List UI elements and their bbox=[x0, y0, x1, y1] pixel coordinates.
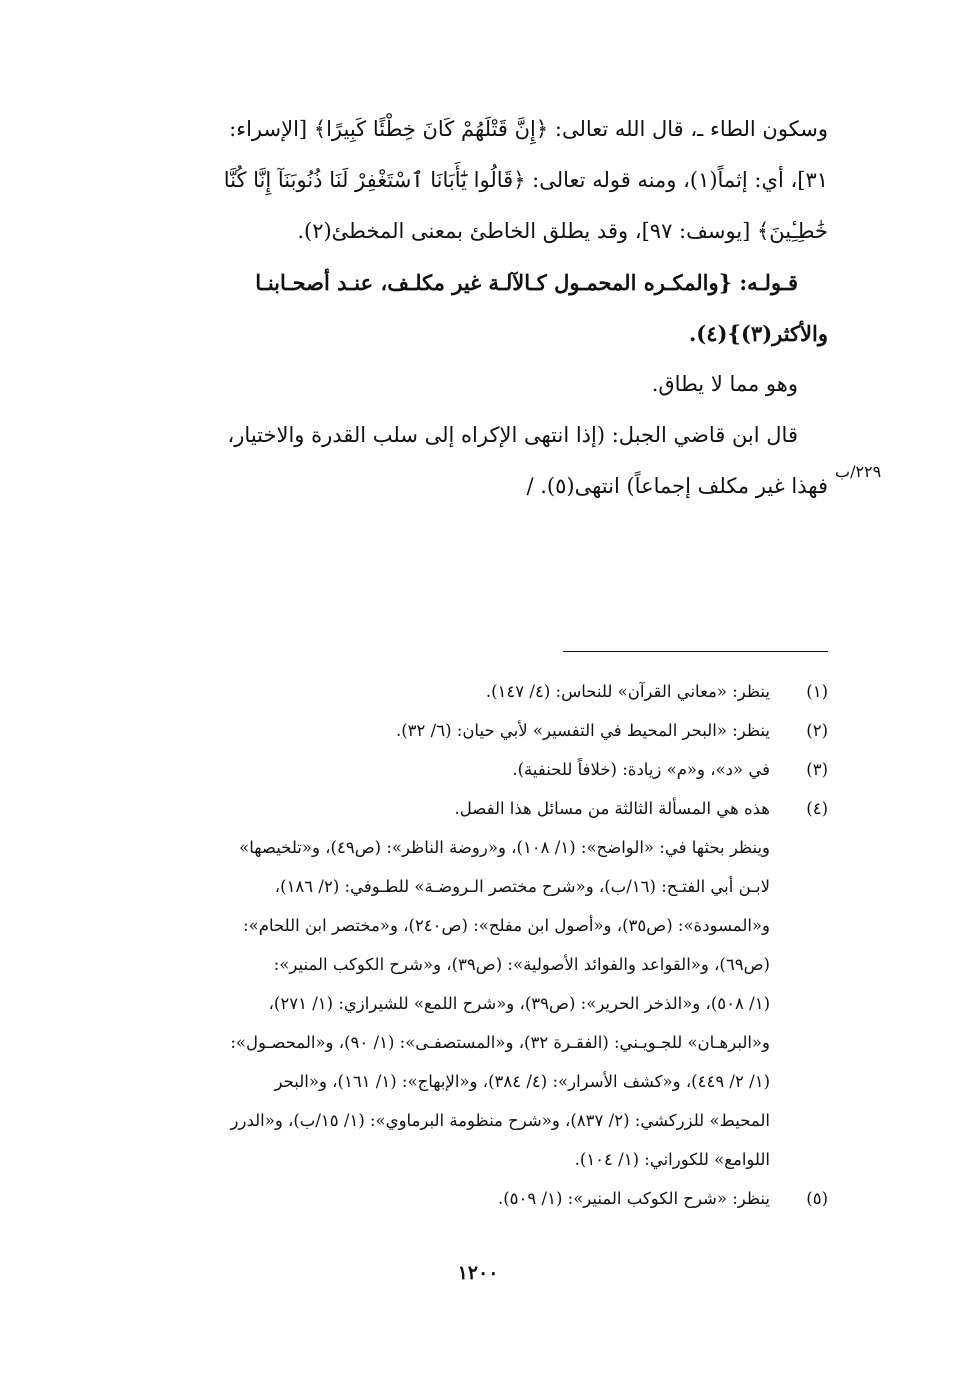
footnotes bbox=[128, 672, 828, 1218]
footnote-line: و«البرهـان» للجـويـني: (الفقـرة ٣٢)، و«المستصفـى»: (١/ ٩٠)، و«المحصـول»: bbox=[230, 1033, 770, 1052]
main-text bbox=[128, 104, 828, 512]
footnote-line: لابـن أبي الفتـح: (١٦/ب)، و«شرح مختصر الـروضـة» للطـوفي: (٢/ ١٨٦)، bbox=[274, 877, 770, 896]
text-line: وسكون الطاء ـ، قال الله تعالى: ﴿إِنَّ قَتْلَهُمْ كَانَ خِطْئًا كَبِيرًا﴾ [الإسراء: bbox=[229, 117, 828, 141]
footnote bbox=[128, 789, 828, 828]
footnote bbox=[128, 1179, 828, 1218]
text-line: خَٰطِـِٔينَ﴾ [يوسف: ٩٧]، وقد يطلق الخاطئ بمعنى المخطئ(٢). bbox=[297, 219, 828, 243]
footnote-number: (٤) bbox=[806, 799, 828, 818]
footnote-line: اللوامع» للكوراني: (١/ ١٠٤). bbox=[574, 1150, 770, 1169]
manuscript-folio-marker: ٢٢٩/ب bbox=[835, 462, 882, 481]
paragraph-definition bbox=[128, 104, 828, 257]
footnote-number: (١) bbox=[806, 682, 828, 701]
footnote bbox=[128, 711, 828, 750]
footnote-line: وينظر بحثها في: «الواضح»: (١/ ١٠٨)، و«روضة الناظر»: (ص٤٩)، و«تلخيصها» bbox=[239, 838, 770, 857]
footnote-line: المحيط» للزركشي: (٢/ ٨٣٧)، و«شرح منظومة البرماوي»: (١/ ١٥/ب)، و«الدرر bbox=[230, 1111, 770, 1130]
footnote-number: (٢) bbox=[806, 721, 828, 740]
footnote-line: و«المسودة»: (ص٣٥)، و«أصول ابن مفلح»: (ص٢٤٠)، و«مختصر ابن اللحام»: bbox=[243, 916, 770, 935]
footnote-text: في «د»، و«م» زيادة: (خلافاً للحنفية). bbox=[512, 760, 770, 779]
text-line: ٣١]، أي: إثماً(١)، ومنه قوله تعالى: ﴿قَالُوا يَٰٓأَبَانَا ٱسْتَغْفِرْ لَنَا ذُنُوبَنَآ إِنَّا كُنَّا bbox=[223, 168, 828, 192]
footnote-text: ينظر: «البحر المحيط في التفسير» لأبي حيان: (٦/ ٣٢). bbox=[395, 721, 770, 740]
text-line: فهذا غير مكلف إجماعاً) انتهى(٥). / bbox=[526, 474, 828, 498]
footnote-text: ينظر: «معاني القرآن» للنحاس: (٤/ ١٤٧). bbox=[485, 682, 770, 701]
paragraph-quote bbox=[128, 410, 828, 512]
footnote bbox=[128, 750, 828, 789]
paragraph-matn bbox=[128, 257, 828, 359]
footnote-text: ينظر: «شرح الكوكب المنير»: (١/ ٥٠٩). bbox=[497, 1189, 770, 1208]
text-line: قال ابن قاضي الجبل: (إذا انتهى الإكراه إلى سلب القدرة والاختيار، bbox=[227, 423, 798, 447]
text-line: وهو مما لا يطاق. bbox=[651, 372, 798, 396]
footnote bbox=[128, 672, 828, 711]
footnote-number: (٣) bbox=[806, 760, 828, 779]
paragraph-comment bbox=[128, 359, 828, 410]
footnote-number: (٥) bbox=[806, 1189, 828, 1208]
footnote-continuation bbox=[128, 828, 828, 1179]
page-number: ١٢٠٠ bbox=[457, 1262, 499, 1284]
footnote-line: (١/ ٥٠٨)، و«الذخر الحرير»: (ص٣٩)، و«شرح اللمع» للشيرازي: (١/ ٢٧١)، bbox=[268, 994, 770, 1013]
text-line: والأكثر(٣)}(٤). bbox=[688, 321, 828, 346]
footnote-line: (ص٦٩)، و«القواعد والفوائد الأصولية»: (ص٣٩)، و«شرح الكوكب المنير»: bbox=[273, 955, 770, 974]
footnote-line: (١/ ٢/ ٤٤٩)، و«كشف الأسرار»: (٤/ ٣٨٤)، و«الإبهاج»: (١/ ١٦١)، و«البحر bbox=[274, 1072, 770, 1091]
text-line: قـولـه: {والمكـره المحمـول كـالآلـة غير مكلـف، عنـد أصحـابنـا bbox=[255, 270, 798, 295]
footnote-separator bbox=[563, 651, 828, 652]
footnote-text: هذه هي المسألة الثالثة من مسائل هذا الفصل. bbox=[454, 799, 770, 818]
